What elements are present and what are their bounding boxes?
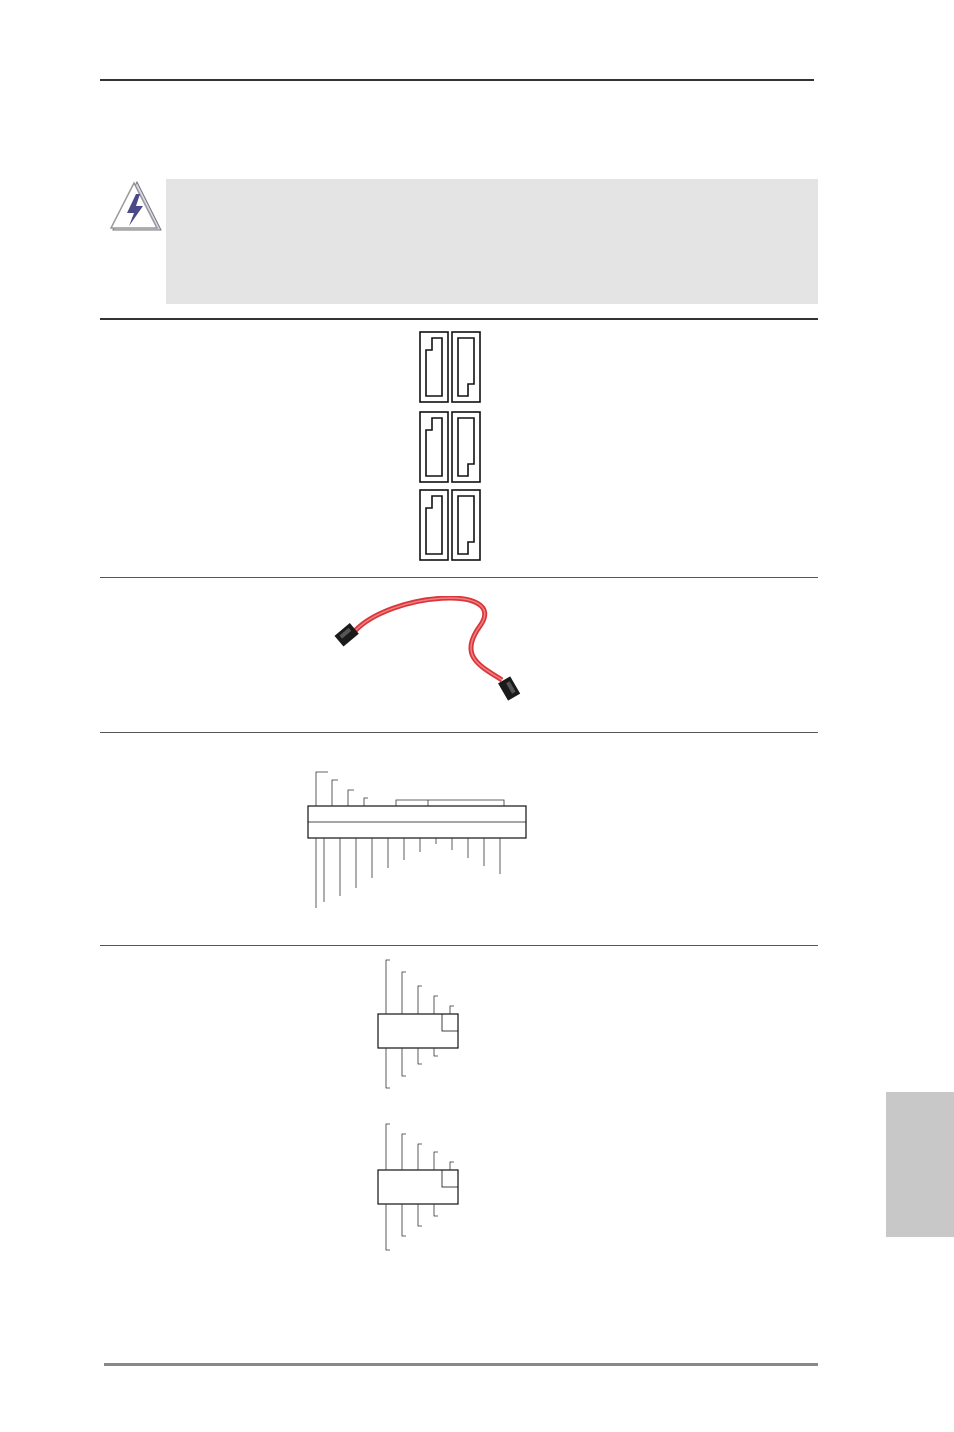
section-rule — [100, 318, 818, 320]
sata6-slot — [458, 338, 474, 396]
sata2-connector — [452, 490, 480, 560]
printer-header-diagram — [294, 756, 534, 918]
sata5-slot — [426, 338, 442, 396]
sata-connector-diagram — [392, 330, 502, 562]
footer-rule — [104, 1363, 818, 1366]
warning-icon — [107, 180, 163, 234]
warning-box — [166, 179, 818, 304]
section-rule — [100, 577, 818, 578]
sata2-slot — [458, 496, 474, 554]
sata5-connector — [420, 332, 448, 402]
language-side-tab — [886, 1092, 954, 1237]
sata6-connector — [452, 332, 480, 402]
sata-cable-image — [330, 596, 530, 706]
sata3-slot — [426, 418, 442, 476]
sata4-slot — [458, 418, 474, 476]
top-rule — [100, 79, 814, 81]
sata1-connector — [420, 490, 448, 560]
sata3-connector — [420, 412, 448, 482]
sata1-slot — [426, 496, 442, 554]
sata4-connector — [452, 412, 480, 482]
section-rule — [100, 945, 818, 946]
usb67-header-diagram — [364, 952, 514, 1098]
section-rule — [100, 732, 818, 733]
usb89-header-diagram — [364, 1110, 514, 1258]
